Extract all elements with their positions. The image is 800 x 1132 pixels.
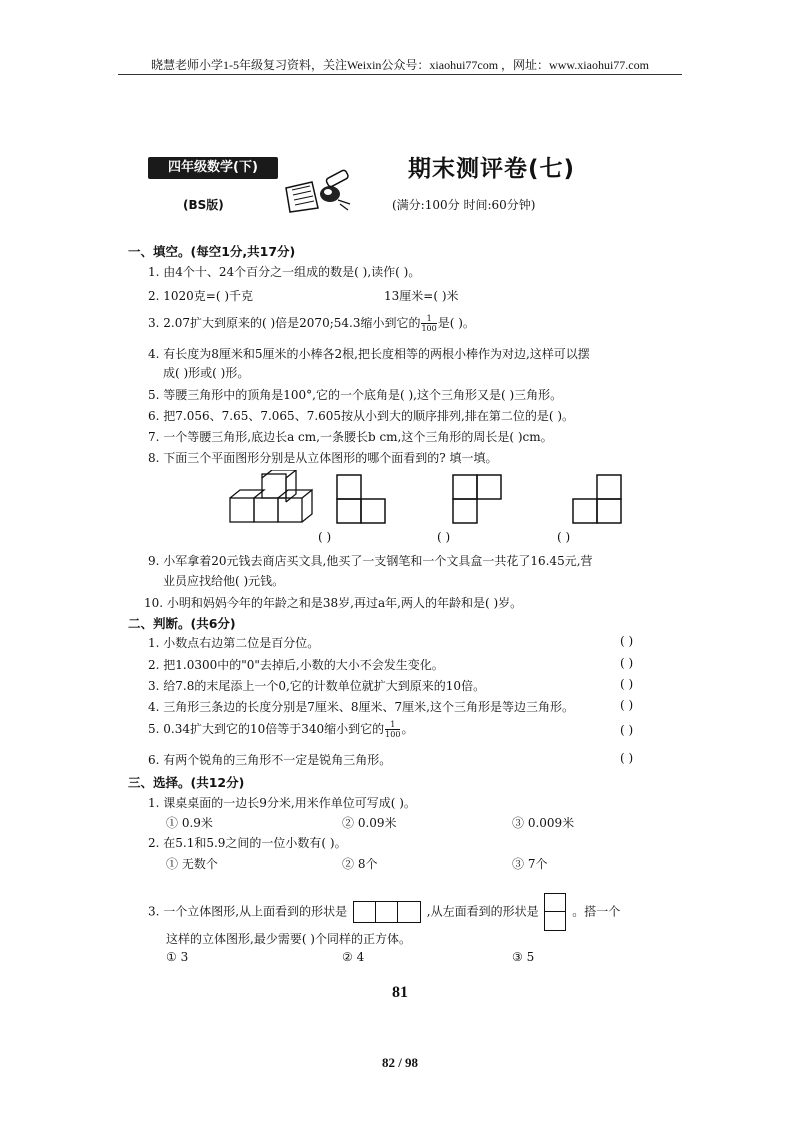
grade-badge: 四年级数学(下): [148, 157, 278, 179]
s1-q3-text-a: 3. 2.07扩大到原来的( )倍是2070;54.3缩小到它的: [148, 316, 421, 330]
s2-item-6: 6. 有两个锐角的三角形不一定是锐角三角形。: [148, 753, 392, 767]
s3-q1: 1. 课桌桌面的一边长9分米,用米作单位可写成( )。: [148, 796, 416, 810]
q8-blank-1[interactable]: ( ): [318, 530, 332, 544]
s1-q5: 5. 等腰三角形中的顶角是100°,它的一个底角是( ),这个三角形又是( )三角形。: [148, 388, 563, 402]
edition-label: (BS版): [183, 198, 224, 212]
s3-q3-line1: [148, 893, 620, 931]
s3-q2-opt2[interactable]: ② 8个: [342, 857, 378, 871]
cube-solid-figure: [228, 470, 318, 528]
s1-q3-text-b: 是( )。: [437, 316, 475, 330]
view-figure-1: [336, 474, 386, 524]
q8-blank-3[interactable]: ( ): [557, 530, 571, 544]
s2-item-5-fraction: $\frac{1}{100}$: [385, 720, 401, 739]
s1-q4b: 成( )形或( )形。: [163, 366, 250, 380]
view-figure-3: [572, 474, 622, 524]
s3-q3-opt2[interactable]: ② 4: [342, 950, 365, 964]
s3-q3-opt3[interactable]: ③ 5: [512, 950, 535, 964]
s2-item-3: 3. 给7.8的末尾添上一个0,它的计数单位就扩大到原来的10倍。: [148, 679, 486, 693]
exam-subtitle: (满分:100分 时间:60分钟): [392, 198, 536, 212]
s3-q3-text-a: 3. 一个立体图形,从上面看到的形状是: [148, 904, 348, 919]
section1-heading: 一、填空。(每空1分,共17分): [128, 244, 296, 259]
s2-answer-5[interactable]: ( ): [620, 723, 634, 737]
section3-heading: 三、选择。(共12分): [128, 775, 245, 790]
s2-answer-3[interactable]: ( ): [620, 677, 634, 691]
s2-item-5: 5. 0.34扩大到它的10倍等于340缩小到它的 $\frac{1}{100}$ 。: [148, 720, 414, 739]
s1-q6: 6. 把7.056、7.65、7.065、7.605按从小到大的顺序排列,排在第二位的是( )。: [148, 409, 575, 423]
header-divider: [118, 74, 682, 75]
page-number: 81: [392, 984, 408, 1001]
s1-q3-fraction: $\frac{1}{100}$: [421, 314, 437, 333]
s2-answer-4[interactable]: ( ): [620, 698, 634, 712]
s2-item-1: 1. 小数点右边第二位是百分位。: [148, 636, 320, 650]
s2-answer-1[interactable]: ( ): [620, 634, 634, 648]
s1-q4a: 4. 有长度为8厘米和5厘米的小棒各2根,把长度相等的两根小棒作为对边,这样可以摆: [148, 347, 590, 361]
s3-q2-opt3[interactable]: ③ 7个: [512, 857, 548, 871]
left-view-shape: [544, 893, 566, 931]
s2-answer-6[interactable]: ( ): [620, 751, 634, 765]
s3-q1-opt2[interactable]: ② 0.09米: [342, 816, 397, 830]
s3-q3-text-c: 。搭一个: [572, 904, 621, 919]
exam-title: 期末测评卷(七): [408, 156, 576, 182]
q8-blank-2[interactable]: ( ): [437, 530, 451, 544]
s3-q1-opt1[interactable]: ① 0.9米: [166, 816, 213, 830]
page-counter: 82 / 98: [381, 1055, 419, 1070]
book-illustration: [282, 168, 354, 218]
s1-q7: 7. 一个等腰三角形,底边长a cm,一条腰长b cm,这个三角形的周长是( )cm。: [148, 430, 553, 444]
s1-q9a: 9. 小军拿着20元钱去商店买文具,他买了一支钢笔和一个文具盒一共花了16.45元,营: [148, 554, 593, 568]
s2-item-2: 2. 把1.0300中的"0"去掉后,小数的大小不会发生变化。: [148, 658, 444, 672]
s1-q1: 1. 由4个十、24个百分之一组成的数是( ),读作( )。: [148, 265, 421, 279]
top-view-shape: [353, 901, 421, 923]
s2-item-4: 4. 三角形三条边的长度分别是7厘米、8厘米、7厘米,这个三角形是等边三角形。: [148, 700, 574, 714]
s1-q8: 8. 下面三个平面图形分别是从立体图形的哪个面看到的? 填一填。: [148, 451, 498, 465]
s2-answer-2[interactable]: ( ): [620, 656, 634, 670]
s3-q3-text-b: ,从左面看到的形状是: [426, 904, 539, 919]
s1-q10: 10. 小明和妈妈今年的年龄之和是38岁,再过a年,两人的年龄和是( )岁。: [144, 596, 523, 610]
s3-q2: 2. 在5.1和5.9之间的一位小数有( )。: [148, 836, 347, 850]
s1-q2b: 13厘米=( )米: [384, 289, 459, 303]
view-figure-2: [452, 474, 502, 524]
s3-q3-line2: 这样的立体图形,最少需要( )个同样的正方体。: [166, 932, 411, 946]
s3-q2-opt1[interactable]: ① 无数个: [166, 857, 218, 871]
site-header: 晓慧老师小学1-5年级复习资料，关注Weixin公众号：xiaohui77com ，网址：www.xiaohui77.com: [151, 58, 649, 72]
section2-heading: 二、判断。(共6分): [128, 616, 236, 631]
s1-q3: [148, 314, 475, 333]
s2-item-5-text: 5. 0.34扩大到它的10倍等于340缩小到它的: [148, 722, 385, 736]
s1-q2a: 2. 1020克=( )千克: [148, 289, 254, 303]
s1-q9b: 业员应找给他( )元钱。: [163, 574, 285, 588]
s3-q3-opt1[interactable]: ① 3: [166, 950, 189, 964]
s3-q1-opt3[interactable]: ③ 0.009米: [512, 816, 575, 830]
